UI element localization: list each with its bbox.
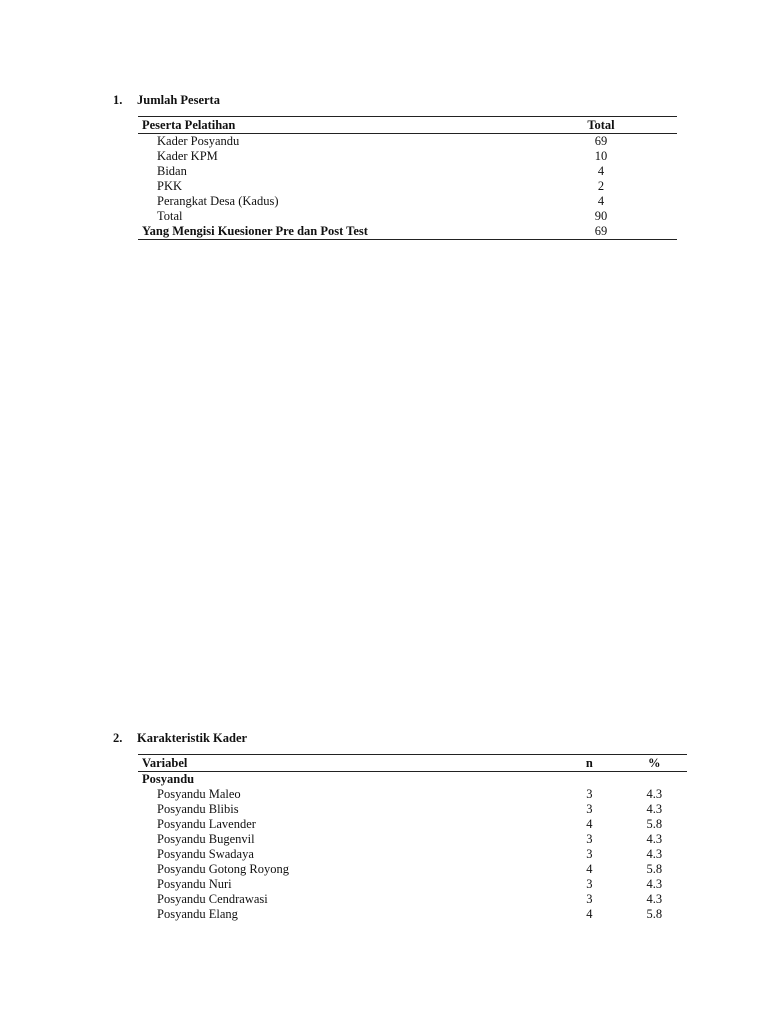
posyandu-n: 3 <box>586 877 593 891</box>
posyandu-n: 3 <box>586 787 593 801</box>
table-row <box>138 194 677 209</box>
characteristics-table <box>138 754 687 922</box>
table-row <box>138 907 687 922</box>
posyandu-pct: 4.3 <box>646 802 663 816</box>
participant-label: PKK <box>157 179 183 193</box>
table-row <box>138 149 677 164</box>
posyandu-label: Posyandu Blibis <box>157 802 239 816</box>
posyandu-n: 4 <box>586 862 593 876</box>
posyandu-n: 3 <box>586 832 593 846</box>
posyandu-pct: 4.3 <box>646 847 663 861</box>
participant-total: 4 <box>597 164 605 178</box>
participants-footer-label: Yang Mengisi Kuesioner Pre dan Post Test <box>138 224 560 240</box>
posyandu-label: Posyandu Elang <box>157 907 238 921</box>
participant-total: 69 <box>594 134 608 148</box>
table-row <box>138 877 687 892</box>
participants-footer-row <box>138 224 677 240</box>
participants-header-total: Total <box>560 117 642 134</box>
table-row <box>138 787 687 802</box>
table-row <box>138 892 687 907</box>
section-2-heading <box>113 731 247 746</box>
participants-header-row <box>138 117 677 134</box>
posyandu-label: Posyandu Cendrawasi <box>157 892 268 906</box>
characteristics-header-row <box>138 755 687 772</box>
participants-header-spacer <box>642 117 677 134</box>
posyandu-pct: 4.3 <box>646 787 663 801</box>
characteristics-header-n: n <box>557 755 621 772</box>
characteristics-header-pct: % <box>622 755 687 772</box>
table-row <box>138 209 677 224</box>
section-1-number: 1. <box>113 93 123 107</box>
table-row <box>138 134 677 150</box>
section-2-title: Karakteristik Kader <box>137 731 248 745</box>
characteristics-header-variable: Variabel <box>138 755 557 772</box>
posyandu-n: 4 <box>586 907 593 921</box>
table-row <box>138 164 677 179</box>
posyandu-label: Posyandu Nuri <box>157 877 232 891</box>
posyandu-n: 4 <box>586 817 593 831</box>
table-row <box>138 832 687 847</box>
table-row <box>138 179 677 194</box>
participant-total: 10 <box>594 149 608 163</box>
group-label: Posyandu <box>142 772 195 786</box>
section-1-title: Jumlah Peserta <box>137 93 220 107</box>
posyandu-label: Posyandu Gotong Royong <box>157 862 289 876</box>
table-row <box>138 862 687 877</box>
group-row <box>138 772 687 788</box>
participant-label: Kader Posyandu <box>157 134 240 148</box>
posyandu-label: Posyandu Maleo <box>157 787 241 801</box>
participants-header-name: Peserta Pelatihan <box>138 117 560 134</box>
posyandu-label: Posyandu Lavender <box>157 817 256 831</box>
participant-label: Perangkat Desa (Kadus) <box>157 194 279 208</box>
posyandu-label: Posyandu Swadaya <box>157 847 254 861</box>
posyandu-n: 3 <box>586 802 593 816</box>
table-row <box>138 817 687 832</box>
posyandu-n: 3 <box>586 892 593 906</box>
participant-label: Kader KPM <box>157 149 218 163</box>
participant-total: 90 <box>594 209 608 223</box>
participant-total: 4 <box>597 194 605 208</box>
participant-total: 2 <box>597 179 605 193</box>
posyandu-n: 3 <box>586 847 593 861</box>
posyandu-pct: 5.8 <box>646 907 663 921</box>
table-row <box>138 802 687 817</box>
participants-table <box>138 116 677 240</box>
participant-label: Total <box>157 209 183 223</box>
section-1-heading <box>113 93 220 108</box>
section-2-number: 2. <box>113 731 123 745</box>
participant-label: Bidan <box>157 164 187 178</box>
posyandu-pct: 4.3 <box>646 892 663 906</box>
posyandu-pct: 5.8 <box>646 862 663 876</box>
posyandu-pct: 4.3 <box>646 832 663 846</box>
table-row <box>138 847 687 862</box>
posyandu-pct: 5.8 <box>646 817 663 831</box>
participants-footer-total: 69 <box>560 224 642 240</box>
posyandu-pct: 4.3 <box>646 877 663 891</box>
posyandu-label: Posyandu Bugenvil <box>157 832 255 846</box>
